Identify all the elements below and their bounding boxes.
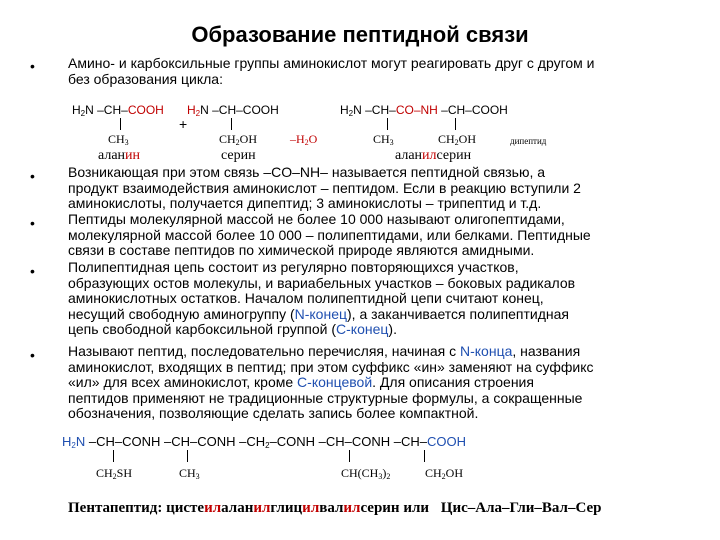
paragraph-naming: Называют пептид, последовательно перечисляя, начиная с N-конца, названия аминокислот, входящих в пептид; при этом суффикс «ин» заменяют на суффикс «ил» для всех аминокислот, кроме C-концевой. Для описания строения пептидов применяют не традиционные структурные формулы, а сокращенные обозначения, позволяющие сделать запись более компактной. bbox=[68, 343, 594, 421]
bond-line bbox=[455, 118, 456, 130]
dipeptide-side-chain-2: $CH_2OH$ bbox=[438, 132, 477, 147]
bond-line bbox=[349, 450, 350, 462]
intro-paragraph: Амино- и карбоксильные группы аминокислот могут реагировать друг с другом и без образования цикла: bbox=[68, 55, 595, 87]
paragraph-polypeptide-chain: Полипептидная цепь состоит из регулярно повторяющихся участков, образующих остов молекулы, и вариабельных участков – боковых радикалов аминокислотных остатков. Началом полипептидной цепи считают конец, несущий свободную аминогруппу (N-конец), а заканчивается полипептидная цепь свободной карбоксильной группой (C-конец). bbox=[68, 259, 576, 337]
pentapeptide-name: Пентапептид: цистеилаланилглицилвалилсерин или Цис–Ала–Гли–Вал–Сер bbox=[68, 500, 602, 516]
page-title: Образование пептидной связи bbox=[191, 22, 529, 47]
side-chain-ser: $CH_2OH$ bbox=[425, 466, 464, 481]
dipeptide-formula: $H_2N$ –CH–CO–NH –CH–COOH bbox=[340, 103, 508, 118]
paragraph-oligopeptides: Пептиды молекулярной массой не более 10 000 называют олигопептидами, молекулярной массой более 10 000 – полипептидами, или белками. Пептидные связи в составе пептидов по химической природе являются амидными. bbox=[68, 211, 591, 258]
plus-sign: + bbox=[179, 116, 188, 132]
bond-line bbox=[187, 450, 188, 462]
bullet: • bbox=[30, 168, 35, 184]
alanine-formula: $H_2N$ –CH–COOH bbox=[72, 103, 164, 118]
bullet: • bbox=[30, 263, 35, 279]
alanine-side-chain: $CH_3$ bbox=[108, 132, 129, 147]
alanine-name: аланин bbox=[98, 148, 141, 163]
bullet: • bbox=[30, 58, 35, 74]
serine-formula: $H_2N$ –CH–COOH bbox=[187, 103, 279, 118]
side-chain-ala: $CH_3$ bbox=[179, 466, 200, 481]
serine-side-chain: $CH_2OH$ bbox=[219, 132, 258, 147]
dipeptide-side-chain-1: $CH_3$ bbox=[373, 132, 394, 147]
dipeptide-label: дипептид bbox=[510, 136, 547, 146]
bullet: • bbox=[30, 347, 35, 363]
side-chain-val: $CH(CH_3)_2$ bbox=[341, 466, 391, 481]
side-chain-cys: $CH_2SH$ bbox=[96, 466, 133, 481]
serine-name: серин bbox=[221, 148, 256, 163]
paragraph-peptide-bond: Возникающая при этом связь –CO–NH– называется пептидной связью, а продукт взаимодействия аминокислот – пептидом. Если в реакцию вступили 2 аминокислоты, получается дипептид; 3 аминокислоты – трипептид и т.д. bbox=[68, 164, 581, 211]
bond-line bbox=[387, 118, 388, 130]
bullet: • bbox=[30, 215, 35, 231]
bond-line bbox=[120, 118, 121, 130]
dipeptide-name: аланилсерин bbox=[395, 148, 472, 163]
pentapeptide-chain: $H_2N$ –CH–CONH –CH–CONH $-CH_2$–CONH –CH–CONH –CH–COOH bbox=[62, 434, 467, 450]
bond-line bbox=[424, 450, 425, 462]
bond-line bbox=[231, 118, 232, 130]
water-elimination: $-H_2O$ bbox=[290, 132, 318, 147]
bond-line bbox=[113, 450, 114, 462]
